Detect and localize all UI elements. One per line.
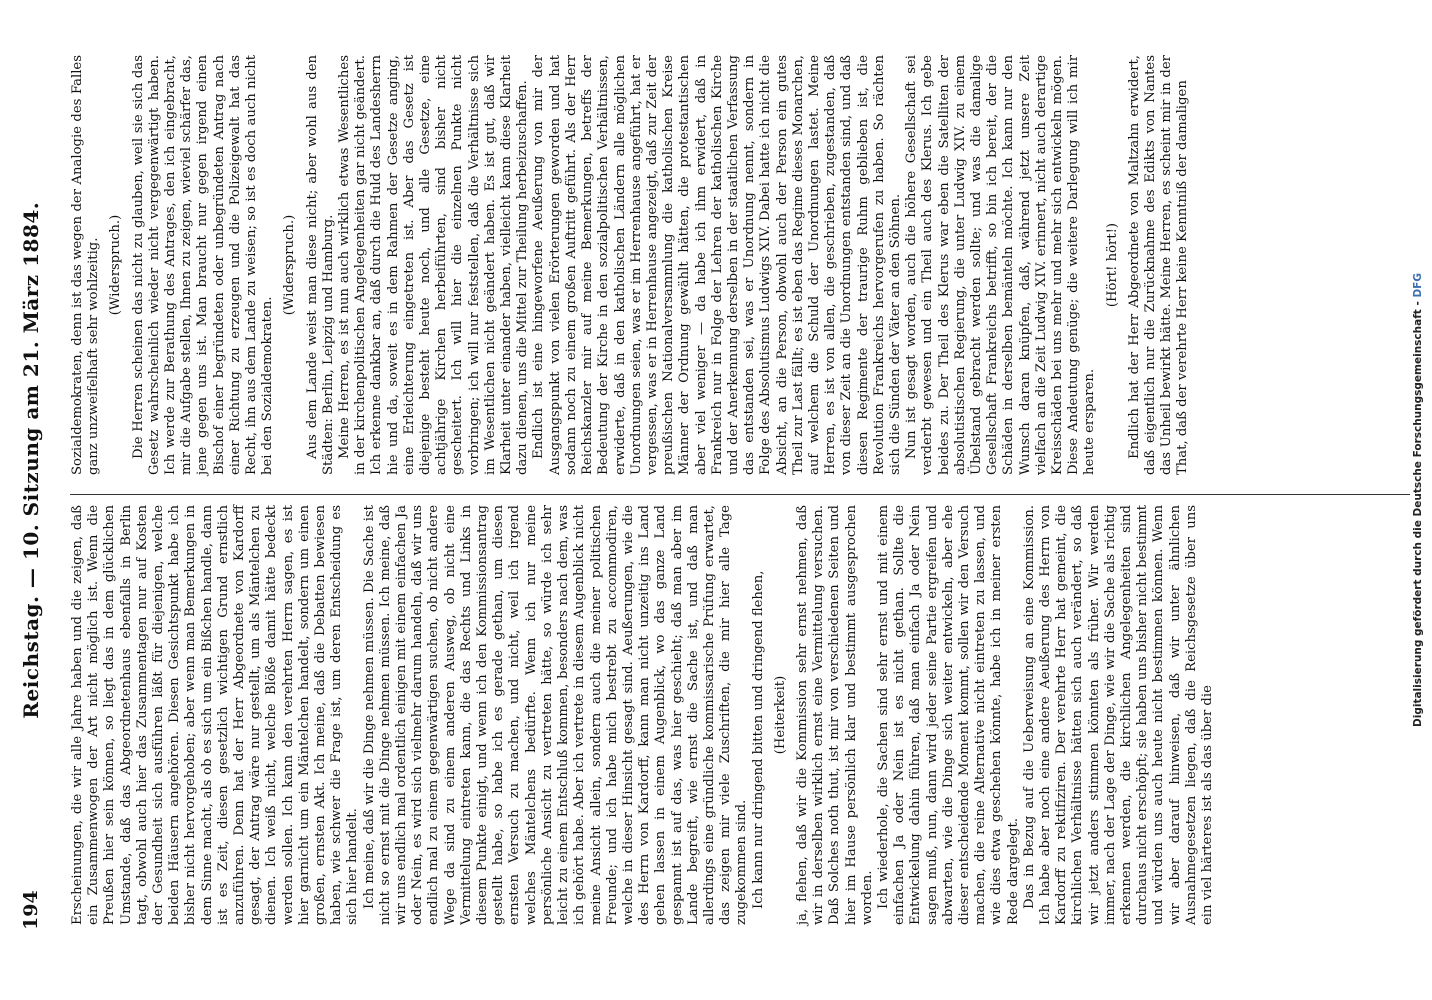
paragraph: Nun ist gesagt worden, auch die höhere Gesellschaft sei verderbt gewesen und ein Theil auch des Klerus. Ich gebe beides zu. Der Theil des Klerus war eben die Satelliten der absolutistischen Regierung, die unter Ludwig XIV. zu einem Übelstand gebracht werden sollte; und was die damalige Gesellschaft Frankreichs betrifft, so bin ich bereit, der die Schäden in derselben bemänteln möchte. Ich kann nur den Wunsch daran knüpfen, daß, während jetzt unsere Zeit vielfach an die Zeit Ludwig XIV. erinnert, nicht auch derartige Kreisschäden bei uns mehr und mehr sich entwickeln mögen. Diese Andeutung genüge; die weitere Darlegung will ich mir heute ersparen.: [904, 55, 1098, 475]
credit-strip: [1406, 0, 1430, 1000]
text-column-right: [70, 55, 1192, 475]
page-title: Reichstag. — 10. Sitzung am 21. März 1884.: [19, 201, 43, 719]
dfg-logo: DFG: [1412, 273, 1425, 298]
paragraph: Ich kann nur dringend bitten und dringend flehen,: [750, 570, 766, 909]
paragraph: Das in Bezug auf die Ueberweisung an eine Kommission. Ich habe aber noch eine andere Aeußerung des Herrn von Kardorff zu rektifiziren. Der verehrte Herr hat gemeint, die kirchlichen Verhältnisse hätten sich auch verändert, so daß wir jetzt anders stimmen könnten als früher. Wir werden immer, nach der Lage der Dinge, wie wir die Sache als richtig erkennen werden, die kirchlichen Angelegenheiten sind durchaus nicht erschöpft; sie haben uns bisher nicht bestimmt und würden uns auch heute nicht bestimmen können. Wenn wir aber darauf hinweisen, daß wir unter ähnlichen Ausnahmegesetzen liegen, daß die Reichsgesetze über uns ein viel härteres ist als das über die: [1021, 505, 1216, 925]
interjection: (Widerspruch.): [282, 214, 298, 316]
paragraph: Ich meine, daß wir die Dinge nehmen müssen. Die Sache ist nicht so ernst mit die Dinge nehmen müssen. Ich meine, daß wir uns endlich mal ordentlich einigen mit einem einfachen Ja oder Nein, es wird sich vielmehr darum handeln, daß wir uns endlich mal zu einem gegenwärtigen suchen, ob nicht andere Wege da sind zu einem anderen Ausweg, ob nicht eine Vermittelung eintreten kann, die das Rechts und Links in diesem Punkte einigt, und wenn ich den Kommissionsantrag gestellt habe, so habe ich es gerade gethan, um diesen ernsten Versuch zu machen, und nicht, weil ich irgend welches Mäntelchens bedürfte. Wenn ich nur meine persönliche Ansicht zu vertreten hätte, so würde ich sehr leicht zu einem Entschluß kommen, besonders nach dem, was ich gehört habe. Aber ich vertrete in diesem Augenblick nicht meine Ansicht allein, sondern auch die meiner politischen Freunde; und ich habe mich bestrebt zu accommodiren, welche in dieser Hinsicht gesagt sind. Aeußerungen, wie die des Herrn von Kardorff, kann man nicht unzeitig ins Land gehen lassen in einem Augenblick, wo das ganze Land gespannt ist auf das, was hier geschieht; daß man aber im Lande begreift, wie ernst die Sache ist, und daß man allerdings eine gründliche kommissarische Prüfung erwartet, das zeigen mir viele Zuschriften, die mir hier alle Tage zugekommen sind.: [361, 505, 750, 925]
paragraph: Meine Herren, es ist nun auch wirklich etwas Wesentliches in der kirchenpolitischen Angelegenheiten gar nicht geändert. Ich erkenne dankbar an, daß durch die Huld des Landesherrn hie und da, soweit es in dem Rahmen der Gesetze anging, eine Erleichterung eingetreten ist. Aber das Gesetz ist diejenige besteht heute noch, und alle Gesetze, eine achtjährige Kirchen herbeiführten, sind bisher nicht gescheitert. Ich will hier die einzelnen Punkte nicht vorbringen; ich will nur feststellen, daß die Verhältnisse sich im Wesentlichen nicht geändert haben. Es ist gut, daß wir Klarheit unter einander haben, vielleicht kann diese Klarheit dazu dienen, uns die Mittel zur Theilung herbeizuschaffen.: [337, 55, 531, 475]
paragraph: Endlich hat der Herr Abgeordnete von Maltzahn erwidert, daß eigentlich nur die Zurücknahme des Edikts von Nantes das Unheil bewirkt hätte. Meine Herren, es scheint mir in der That, daß der verehrte Herr keine Kenntniß der damaligen: [1126, 55, 1191, 475]
paragraph: Ich wiederhole, die Sachen sind sehr ernst und mit einem einfachen Ja oder Nein ist es nicht gethan. Sollte die Entwickelung dahin führen, daß man einfach Ja oder Nein sagen muß, nun, dann wird jeder seine Partie ergreifen und abwarten, wie die Dinge sich weiter entwickeln, aber ehe dieser entscheidende Moment kommt, sollen wir den Versuch machen, die reine Alternative nicht eintreten zu lassen, und wie dies etwa geschehen könnte, habe ich in meiner ersten Rede dargelegt.: [875, 505, 1021, 925]
paragraph: Aus dem Lande weist man diese nicht; aber wohl aus den Städten: Berlin, Leipzig und Hamburg.: [304, 55, 336, 475]
interjection: (Widerspruch.): [108, 214, 124, 316]
paragraph: Sozialdemokraten, denn ist das wegen der Analogie des Falles ganz unzweifelhaft sehr wohlzeitig.: [70, 55, 102, 475]
paragraph: Die Herren scheinen das nicht zu glauben, weil sie sich das Gesetz wahrscheinlich wieder nicht vergegenwärtigt haben. Ich werde zur Berathung des Antrages, den ich eingebracht, mir die Aufgabe stellen, Ihnen zu zeigen, wieviel schärfer das, jene gegen uns ist. Man braucht nur gegen irgend einen Bischof einer begründeten oder unbegründeten Antrag nach einer Richtung zu erzeugen und die Polizeigewalt hat das Recht, ihn aus dem Lande zu weisen; so ist es doch auch nicht bei den Sozialdemokraten.: [130, 55, 276, 475]
column-divider: [70, 494, 1410, 495]
text-column-left: [70, 505, 1216, 925]
digitization-credit: [1412, 273, 1424, 727]
paragraph: Erscheinungen, die wir alle Jahre haben und die zeigen, daß ein Zusammenwogen der Art nicht möglich ist. Wenn die Preußen hier sein können, so liegt das in dem glücklichen Umstande, daß das Abgeordnetenhaus ebenfalls in Berlin tagt, obwohl auch hier das Zusammentagen nur auf Kosten der Gesundheit sich ausführen läßt für diejenigen, welche beiden Häusern angehören. Diesen Gesichtspunkt habe ich bisher nicht hervorgehoben; aber wenn man Bemerkungen in dem Sinne macht, als ob es sich um ein Bißchen handle, dann ist es Zeit, diesen gesetzlich wichtigen Grund ernstlich anzuführen. Denn hat der Herr Abgeordnete von Kardorff gesagt, der Antrag wäre nur gestellt, um als Mäntelchen zu dienen. Ich weiß nicht, welche Blöße damit hätte bedeckt werden sollen. Ich kann den verehrten Herrn sagen, es ist hier garnicht um ein Mäntelchen handelt, sondern um einen großen, ernsten Akt. Ich meine, daß die Debatten bewiesen haben, wie schwer die Frage ist, um deren Entscheidung es sich hier handelt.: [70, 505, 361, 925]
paragraph: Endlich ist eine hingeworfene Aeußerung von mir der Ausgangspunkt von vielen Erörterungen geworden und hat sodann noch zu einem großen Auftritt geführt. Als der Herr Reichskanzler mir auf meine Bemerkungen, betreffs der Bedeutung der Kirche in den sozialpolitischen Verhältnissen, erwiderte, daß in den katholischen Ländern alle möglichen Unordnungen seien, was er im Herrenhause angeführt, hat er vergessen, was er in Herrenhause angezeigt, daß zur Zeit der preußischen Nationalversammlung die katholischen Kreise Männer der Ordnung gewählt hätten, die protestantischen aber viel weniger — da habe ich ihm erwidert, daß in Frankreich nur in Folge der Lehren der katholischen Kirche und der Anerkennung derselben in der staatlichen Verfassung das entstanden sei, was er Unordnung nennt, sondern in Folge des Absolutismus Ludwigs XIV. Dabei hatte ich nicht die Absicht, an die Person, obwohl auch der Person ein gutes Theil zur Last fällt; es ist eben das Regime dieses Monarchen, auf welchem die Schuld der Unordnungen lastet. Meine Herren, es ist von allen, die geschrieben, zugestanden, daß von dieser Zeit an die Unordnungen entstanden sind, und daß diesen Regimente der traurige Ruhm geblieben ist, die Revolution Frankreichs hervorgerufen zu haben. So rächten sich die Sünden der Väter an den Söhnen.: [531, 55, 903, 475]
page-number: 194: [20, 890, 42, 930]
interjection: (Heiterkeit): [772, 675, 788, 755]
page-header: [14, 30, 48, 930]
interjection: (Hört! hört!): [1104, 222, 1120, 308]
credit-text: Digitalisierung gefördert durch die Deutsche Forschungsgemeinschaft -: [1412, 297, 1425, 727]
paragraph: ja, flehen, daß wir die Kommission sehr ernst nehmen, daß wir in derselben wirklich ernst eine Vermittelung versuchen. Daß Solches noth thut, ist mir von verschiedenen Seiten und hier im Hause persönlich klar und bestimmt ausgesprochen worden.: [794, 505, 875, 925]
